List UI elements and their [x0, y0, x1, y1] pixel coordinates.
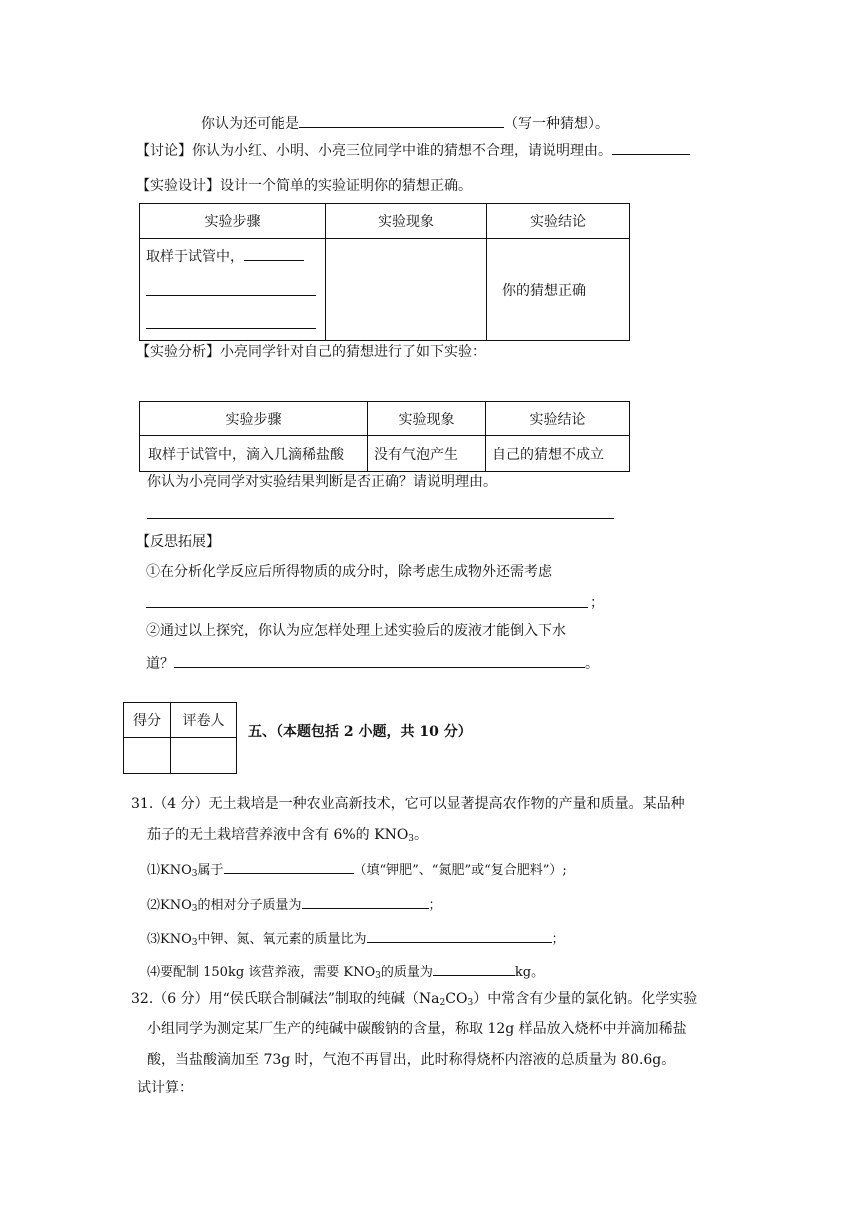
design-text: 设计一个简单的实验证明你的猜想正确。 — [220, 178, 472, 194]
q31-sub-4-c: kg。 — [514, 965, 545, 980]
reflection-item-1-blank[interactable] — [146, 607, 588, 608]
guess-line — [201, 112, 609, 134]
q31-intro-sub: 3 — [408, 834, 415, 844]
q32-line-4: 试计算： — [137, 1080, 193, 1096]
analysis-header-phenomenon: 实验现象 — [368, 402, 486, 436]
analysis-conclusion-cell: 自己的猜想不成立 — [486, 436, 630, 472]
q31-sub-4-a: ⑷要配制 150kg 该营养液，需要 KNO — [147, 965, 376, 980]
design-table — [139, 203, 630, 341]
analysis-header-step: 实验步骤 — [140, 402, 368, 436]
reflection-item-2-cont — [146, 652, 599, 674]
reflection-item-2-cont-text: 道？ — [146, 656, 174, 672]
analysis-phenomenon-cell: 没有气泡产生 — [368, 436, 486, 472]
q31-sub-3-blank[interactable] — [367, 927, 552, 943]
design-step-blank-3[interactable] — [146, 296, 316, 329]
q32-line-1-b: CO — [445, 991, 468, 1007]
q32-line-2: 小组同学为测定某厂生产的纯碱中碳酸钠的含量，称取 12g 样品放入烧杯中并滴加稀盐 — [147, 1021, 687, 1037]
reflection-item-2-blank[interactable] — [174, 652, 585, 668]
guess-hint: （写一种猜想）。 — [504, 116, 609, 132]
discussion-blank[interactable] — [612, 139, 690, 155]
q32-line-1 — [131, 989, 697, 1009]
guess-prompt: 你认为还可能是 — [201, 116, 299, 132]
q31-sub-1-a: ⑴KNO — [147, 863, 192, 878]
q31-intro-end: 。 — [414, 827, 429, 843]
score-label: 得分 — [124, 703, 171, 738]
q31-intro-line-1: 31.（4 分）无土栽培是一种农业高新技术，它可以显著提高农作物的产量和质量。某品种 — [131, 796, 685, 812]
q31-sub-1-c: （填“钾肥”、“氮肥”或“复合肥料”）; — [353, 863, 567, 878]
q31-sub-4-blank[interactable] — [433, 960, 515, 976]
q31-sub-2-sub: 3 — [191, 904, 198, 914]
q31-intro-line-2 — [147, 825, 428, 845]
reflection-item-1: ①在分析化学反应后所得物质的成分时，除考虑生成物外还需考虑 — [146, 564, 552, 580]
q31-sub-2-b: 的相对分子质量为 — [197, 898, 302, 913]
analysis-step-cell — [140, 436, 368, 472]
q31-sub-4 — [147, 960, 544, 983]
q31-sub-3-a: ⑶KNO — [147, 932, 192, 947]
design-step-blank-2[interactable] — [146, 267, 316, 296]
design-header-step: 实验步骤 — [140, 204, 326, 239]
analysis-line — [136, 342, 486, 362]
q31-sub-3-b: 中钾、氮、氧元素的质量比为 — [197, 932, 367, 947]
grader-label: 评卷人 — [171, 703, 237, 738]
q32-sub-2: 2 — [439, 998, 446, 1008]
design-step-text: 取样于试管中， — [146, 249, 244, 265]
q31-sub-3-c: ； — [551, 932, 565, 947]
q31-sub-1 — [147, 858, 567, 881]
q31-intro-text: 茄子的无土栽培营养液中含有 6%的 KNO — [147, 827, 409, 843]
design-step-cell — [140, 239, 326, 341]
q32-line-1-c: ）中常含有少量的氯化钠。化学实验 — [473, 991, 698, 1007]
reflection-item-1-end: ； — [590, 595, 604, 611]
design-tag: 【实验设计】 — [136, 178, 220, 194]
section-5-title: 五、（本题包括 2 小题，共 10 分） — [248, 724, 472, 740]
q31-sub-2 — [147, 893, 442, 916]
q31-sub-2-c: ； — [428, 898, 442, 913]
q31-sub-2-blank[interactable] — [302, 893, 429, 909]
reflection-item-2: ②通过以上探究，你认为应怎样处理上述实验后的废液才能倒入下水 — [146, 623, 566, 639]
q32-sub-3: 3 — [467, 998, 474, 1008]
analysis-table — [139, 401, 630, 472]
design-phenomenon-cell[interactable] — [326, 239, 487, 341]
discussion-tag: 【讨论】 — [136, 143, 192, 159]
design-step-blank-1[interactable] — [244, 245, 304, 261]
q32-line-3: 酸，当盐酸滴加至 73g 时，气泡不再冒出，此时称得烧杯内溶液的总质量为 80.6g。 — [147, 1052, 676, 1068]
analysis-step-text: 取样于试管中，滴入几滴稀盐酸 — [148, 446, 344, 463]
design-conclusion-cell: 你的猜想正确 — [487, 239, 630, 341]
q31-sub-1-sub: 3 — [191, 869, 198, 879]
analysis-answer-blank[interactable] — [147, 518, 614, 519]
q31-sub-3-sub: 3 — [191, 938, 198, 948]
q31-sub-4-b: 的质量为 — [380, 965, 433, 980]
reflection-item-2-end: 。 — [585, 656, 599, 672]
design-line — [136, 176, 472, 196]
design-header-phenomenon: 实验现象 — [326, 204, 487, 239]
grader-cell[interactable] — [171, 738, 237, 774]
analysis-text: 小亮同学针对自己的猜想进行了如下实验： — [220, 344, 486, 360]
analysis-header-conclusion: 实验结论 — [486, 402, 630, 436]
design-header-conclusion: 实验结论 — [487, 204, 630, 239]
discussion-line — [136, 139, 690, 161]
score-cell[interactable] — [124, 738, 171, 774]
analysis-tag: 【实验分析】 — [136, 344, 220, 360]
q31-sub-1-b: 属于 — [197, 863, 224, 878]
q31-sub-1-blank[interactable] — [224, 858, 354, 874]
q31-sub-3 — [147, 927, 565, 950]
score-box — [123, 702, 237, 774]
q31-sub-2-a: ⑵KNO — [147, 898, 192, 913]
guess-blank[interactable] — [299, 112, 504, 128]
q31-sub-4-sub: 3 — [375, 971, 381, 981]
analysis-question: 你认为小亮同学对实验结果判断是否正确？请说明理由。 — [147, 474, 497, 490]
reflection-tag: 【反思拓展】 — [136, 534, 220, 550]
discussion-text: 你认为小红、小明、小亮三位同学中谁的猜想不合理，请说明理由。 — [192, 143, 612, 159]
q32-line-1-a: 32.（6 分）用“侯氏联合制碱法”制取的纯碱（Na — [131, 991, 440, 1007]
